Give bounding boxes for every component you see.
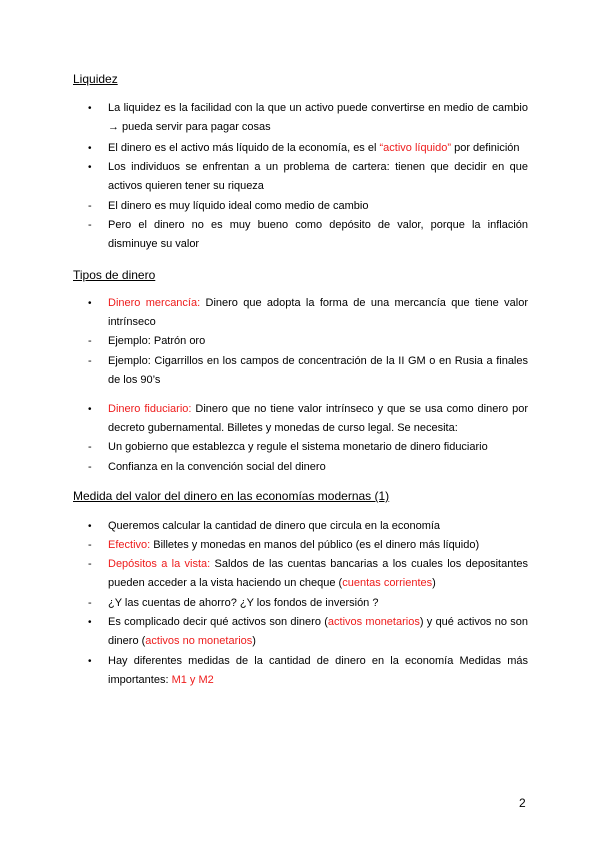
bullet-icon: • (88, 617, 92, 628)
bullet-icon: • (88, 521, 92, 532)
list-item-text (108, 517, 528, 536)
list-item-text (108, 158, 528, 196)
text-segment: Ejemplo: Cigarrillos en los campos de concentración de la II GM o en Rusia a finales de los 90’s (108, 355, 528, 386)
dash-marker: - (88, 461, 92, 473)
list-item (88, 352, 528, 390)
text-segment: Saldos de las cuentas bancarias a los cuales los depositantes pueden acceder a la vista haciendo un cheque ( (108, 558, 528, 589)
list-item (88, 216, 528, 254)
text-segment: El dinero es muy líquido ideal como medio de cambio (108, 200, 369, 212)
dash-marker: - (88, 441, 92, 453)
text-segment: por definición (451, 142, 520, 154)
list-item (88, 438, 528, 457)
heading-medida-del-valor: Medida del valor del dinero en las economías modernas (1) (73, 489, 390, 503)
text-segment: La liquidez es la facilidad con la que un activo puede convertirse en medio de cambio → pueda servir para pagar cosas (108, 102, 528, 133)
list-item-text (108, 400, 528, 438)
text-segment: Ejemplo: Patrón oro (108, 335, 206, 347)
page-number: 2 (519, 796, 526, 810)
highlighted-term: activos no monetarios (145, 635, 253, 647)
bullet-icon: • (88, 656, 92, 667)
highlighted-term: M1 y M2 (171, 674, 214, 686)
list-item-text (108, 652, 528, 690)
list-item (88, 400, 528, 438)
heading-tipos-de-dinero: Tipos de dinero (73, 268, 156, 282)
list-item-text (108, 294, 528, 332)
highlighted-term: Efectivo: (108, 539, 151, 551)
list-item-text (108, 197, 528, 216)
list-item (88, 652, 528, 690)
text-segment: Es complicado decir qué activos son dinero ( (108, 616, 328, 628)
dash-marker: - (88, 558, 92, 570)
text-segment: Los individuos se enfrentan a un problema de cartera: tienen que decidir en que activos quieren tener su riqueza (108, 161, 528, 192)
list-item-text (108, 536, 528, 555)
text-segment: El dinero es el activo más líquido de la economía, es el (108, 142, 380, 154)
highlighted-term: “activo líquido” (379, 142, 452, 154)
bullet-icon: • (88, 162, 92, 173)
heading-liquidez: Liquidez (73, 72, 118, 86)
list-item-text (108, 458, 528, 477)
list-item (88, 594, 528, 613)
text-segment: ) y qué activos no son dinero ( (108, 616, 528, 647)
highlighted-term: activos monetarios (327, 616, 420, 628)
text-segment: Dinero que no tiene valor intrínseco y que se usa como dinero por decreto gubernamental. Billetes y monedas de curso legal. Se necesita: (108, 403, 528, 434)
text-segment: Pero el dinero no es muy bueno como depósito de valor, porque la inflación disminuye su valor (108, 219, 528, 250)
text-segment: ) (432, 577, 436, 589)
text-segment: Hay diferentes medidas de la cantidad de dinero en la economía Medidas más importantes: (108, 655, 528, 686)
list-item-text (108, 594, 528, 613)
dash-marker: - (88, 355, 92, 367)
list-item (88, 613, 528, 651)
list-item-text (108, 438, 528, 457)
highlighted-term: cuentas corrientes (342, 577, 433, 589)
bullet-icon: • (88, 143, 92, 154)
highlighted-term: Dinero fiduciario: (108, 403, 192, 415)
list-item-text (108, 352, 528, 390)
text-segment: ¿Y las cuentas de ahorro? ¿Y los fondos de inversión ? (108, 597, 379, 609)
list-item (88, 139, 528, 158)
dash-marker: - (88, 219, 92, 231)
text-segment: Dinero que adopta la forma de una mercancía que tiene valor intrínseco (108, 297, 528, 328)
text-segment: ) (252, 635, 256, 647)
list-item-text (108, 613, 528, 651)
bullet-icon: • (88, 404, 92, 415)
highlighted-term: Depósitos a la vista: (108, 558, 211, 570)
list-item (88, 99, 528, 137)
dash-marker: - (88, 335, 92, 347)
list-item (88, 294, 528, 332)
bullet-icon: • (88, 103, 92, 114)
list-item-text (108, 99, 528, 137)
text-segment: Billetes y monedas en manos del público (es el dinero más líquido) (150, 539, 480, 551)
text-segment: Queremos calcular la cantidad de dinero que circula en la economía (108, 520, 441, 532)
dash-marker: - (88, 200, 92, 212)
list-item-text (108, 332, 528, 351)
text-segment: Un gobierno que establezca y regule el sistema monetario de dinero fiduciario (108, 441, 488, 453)
list-item (88, 158, 528, 196)
list-item (88, 517, 528, 536)
dash-marker: - (88, 597, 92, 609)
list-item-text (108, 216, 528, 254)
list-item (88, 332, 528, 351)
dash-marker: - (88, 539, 92, 551)
list-item-text (108, 139, 528, 158)
list-item-text (108, 555, 528, 593)
bullet-icon: • (88, 298, 92, 309)
list-item (88, 197, 528, 216)
highlighted-term: Dinero mercancía: (108, 297, 201, 309)
list-item (88, 555, 528, 593)
text-segment: Confianza en la convención social del dinero (108, 461, 326, 473)
list-item (88, 458, 528, 477)
list-item (88, 536, 528, 555)
